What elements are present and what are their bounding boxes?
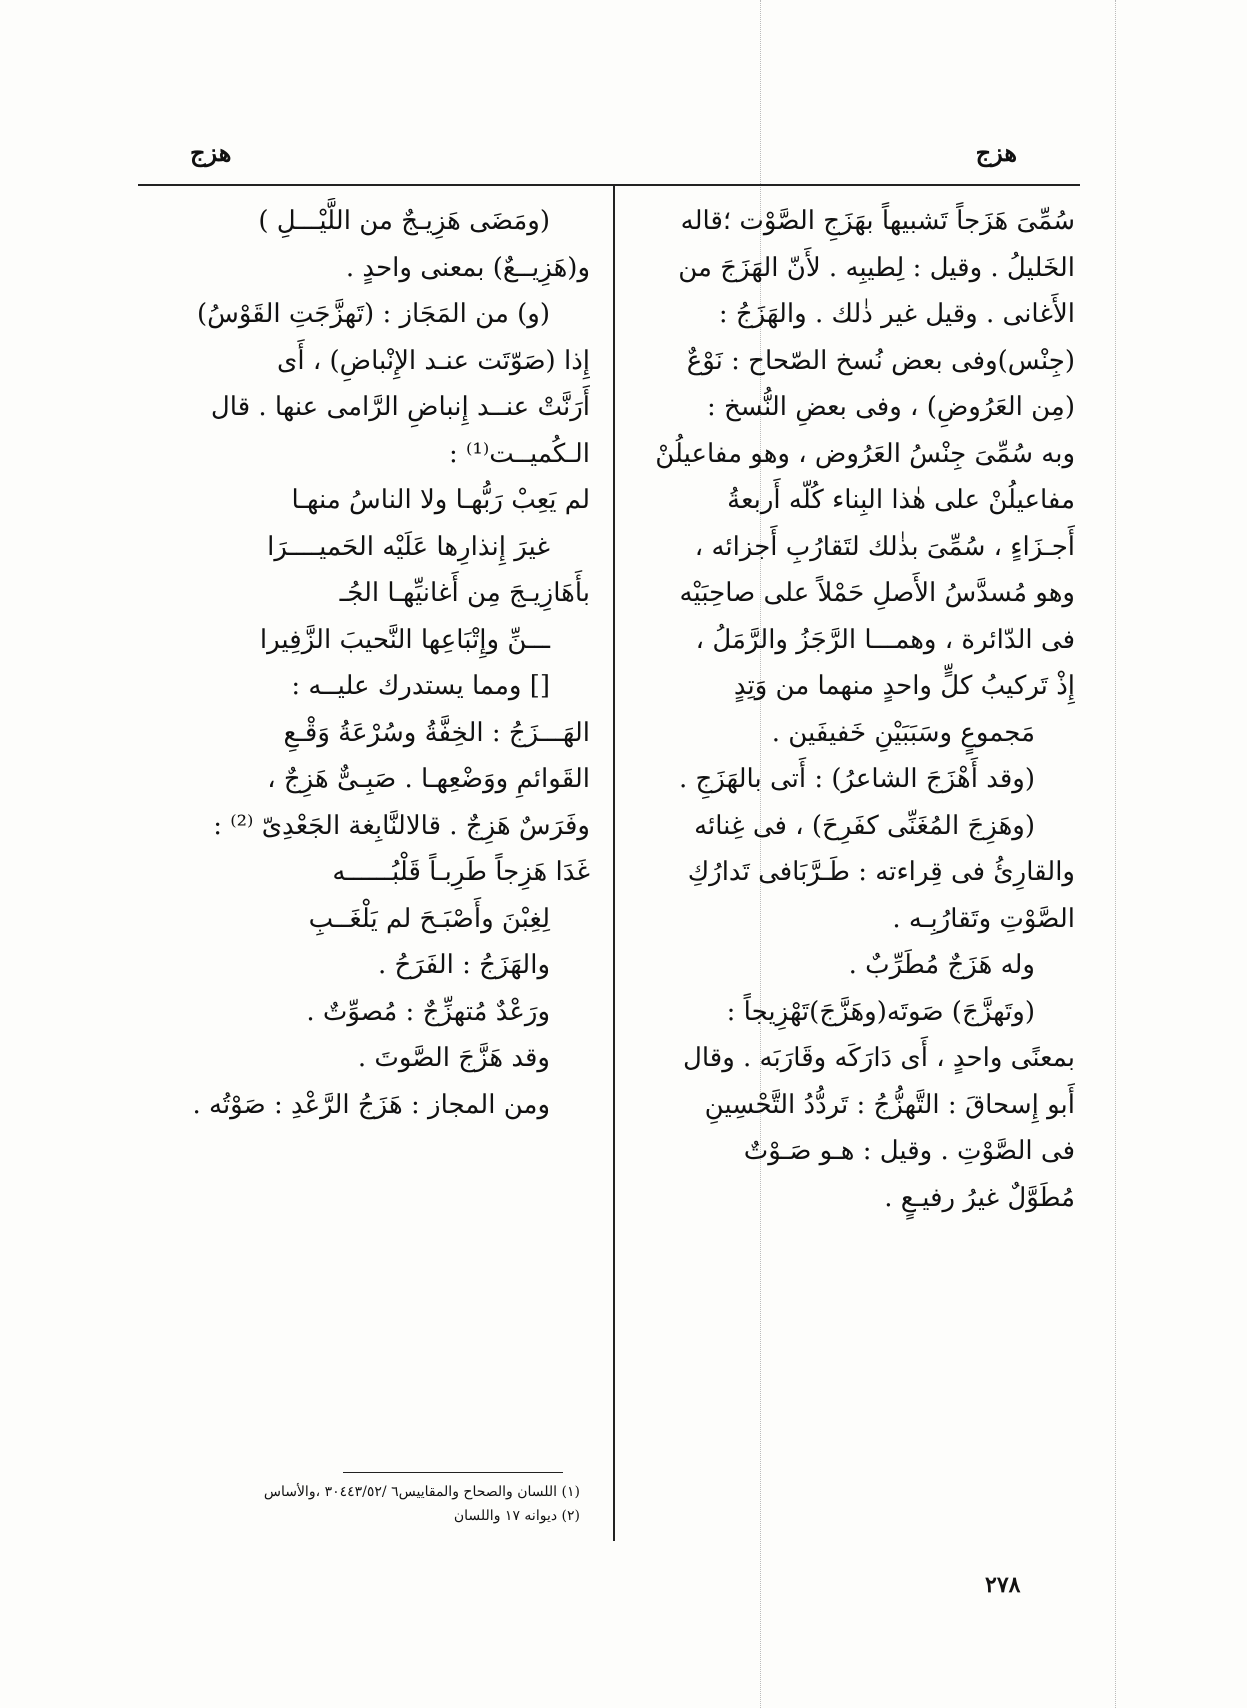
text-line: (وقد أَهْزَجَ الشاعرُ) : أَتى بالهَزَجِ . <box>678 764 1035 794</box>
text-line: بمعنًى واحدٍ ، أَى دَارَكَه وقَارَبَه . وقال <box>682 1043 1075 1073</box>
text-line: مُطَوَّلٌ غيرُ رفيـعٍ . <box>884 1182 1075 1213</box>
text-line: الخَليلُ . وقيل : لِطيبِه . لأَنّ الهَزَجَ من <box>678 252 1075 283</box>
verse-line: لم يَعِبْ رَبُّهـا ولا الناسُ منهـا <box>291 485 590 515</box>
text-line: (جِنْس)وفى بعض نُسخ الصّحاح : نَوْعٌ <box>686 345 1075 376</box>
text-line: ومن المجاز : هَزَجُ الرَّعْدِ : صَوْتُه . <box>192 1089 550 1120</box>
footnote-2: (٢) ديوانه ١٧ واللسان <box>453 1508 580 1524</box>
text-line: الـكُميــت⁽¹⁾ : <box>448 438 590 469</box>
running-header-left: هزج <box>190 138 232 167</box>
right-column <box>640 198 1075 1221</box>
running-header-right: هزج <box>975 138 1017 167</box>
footnote-1: (١) اللسان والصحاح والمقاييس٦ /٣٠٤٤٣/٥٢ ،والأساس <box>263 1484 580 1500</box>
text-line: (ومَضَى هَزِيـجٌ من اللَّيْـــلِ ) <box>258 206 550 236</box>
text-line: (وتَهزَّجَ) صَوتَه(وهَزَّجَ)تَهْزِيجاً : <box>726 996 1035 1027</box>
text-line: فى الدّائرة ، وهمـــا الرَّجَزُ والرَّمَلُ ، <box>695 624 1075 655</box>
text-line: سُمِّىَ هَزَجاً تَشبيهاً بهَزَجِ الصَّوْت ؛قاله <box>680 206 1075 236</box>
page-number: ٢٧٨ <box>985 1572 1021 1598</box>
verse-line: غَدَا هَزِجاً طَرِبـاً قَلْبُــــــه <box>332 857 590 887</box>
text-line: الأَغانى . وقيل غير ذٰلك . والهَزَجُ : <box>718 299 1075 329</box>
text-line: إِذا (صَوّتَت عنـد الإِنْباضِ) ، أَى <box>277 345 590 376</box>
text-line: أَرَنَّتْ عنــد إِنباضِ الرَّامى عنها . قال <box>210 392 590 422</box>
left-column <box>138 198 590 1128</box>
text-line: وهو مُسدَّسُ الأَصلِ حَمْلاً على صاحِبَيْه <box>679 578 1075 608</box>
text-line: أَجـزَاءٍ ، سُمِّىَ بذٰلك لتَقارُبِ أَجزائه ، <box>694 531 1075 562</box>
verse-line: ـــنِّ وإِتْبَاعِها النَّحيبَ الزَّفِيرا <box>259 624 550 655</box>
text-line: والقارِئُ فى قِراءته : طَـرَّبَافى تَدارُكِ <box>687 857 1075 887</box>
text-line: وقد هَزَّجَ الصَّوتَ . <box>357 1043 550 1073</box>
text-line: والهَزَجُ : الفَرَحُ . <box>377 950 550 980</box>
footnotes <box>140 1480 580 1528</box>
text-line: [] ومما يستدرك عليــه : <box>291 671 550 701</box>
text-line: أَبو إِسحاقَ : التَّهزُّجُ : تَردُّدُ التَّحْسِينِ <box>704 1089 1075 1120</box>
text-line: وله هَزَجٌ مُطَرِّبٌ . <box>848 950 1035 980</box>
text-line: مفاعيلُنْ على هٰذا البِناء كُلّه أَربعةُ <box>727 485 1075 515</box>
text-line: القَوائمِ ووَضْعِهـا . صَبِـىٌّ هَزِجٌ ، <box>267 764 590 794</box>
text-line: مَجموعٍ وسَبَبَيْنِ خَفيفَين . <box>771 717 1035 748</box>
text-line: (مِن العَرُوضِ) ، وفى بعضِ النُّسخ : <box>706 392 1075 422</box>
text-line: (و) من المَجَاز : (تَهزَّجَتِ القَوْسُ) <box>196 299 550 329</box>
text-line: الهَـــزَجُ : الخِفَّةُ وسُرْعَةُ وَقْـعِ <box>283 717 590 748</box>
verse-line: لِغِبْنَ وأَصْبَـحَ لم يَلْغَــبِ <box>308 903 550 934</box>
text-line: و(هَزِيــعٌ) بمعنى واحدٍ . <box>345 252 590 283</box>
text-line: وبه سُمِّىَ جِنْسُ العَرُوض ، وهو مفاعيلُنْ <box>655 438 1075 469</box>
verse-line: غيرَ إِنذارِها عَلَيْه الحَميــــرَا <box>267 531 550 562</box>
footnote-rule <box>343 1472 563 1473</box>
header-rule <box>138 184 1080 186</box>
text-line: الصَّوْتِ وتَقارُبِـه . <box>892 903 1075 934</box>
text-line: ورَعْدٌ مُتهزِّجٌ : مُصوِّتٌ . <box>306 996 550 1027</box>
text-line: إِذْ تَركيبُ كلٍّ واحدٍ منهما من وَتِدٍ <box>733 671 1075 701</box>
column-divider <box>613 186 615 1541</box>
scan-margin-line <box>1115 0 1116 1708</box>
text-line: وفَرَسٌ هَزِجٌ . قالالنَّابِغة الجَعْدِىّ ⁽²⁾ : <box>213 810 590 841</box>
text-line: (وهَزِجَ المُغَنِّى كفَرِحَ) ، فى غِنائه <box>694 810 1035 841</box>
verse-line: بأَهَازِيـجَ مِن أَغانيِّهـا الجُـ <box>339 578 590 608</box>
text-line: فى الصَّوْتِ . وقيل : هـو صَـوْتٌ <box>743 1136 1075 1166</box>
